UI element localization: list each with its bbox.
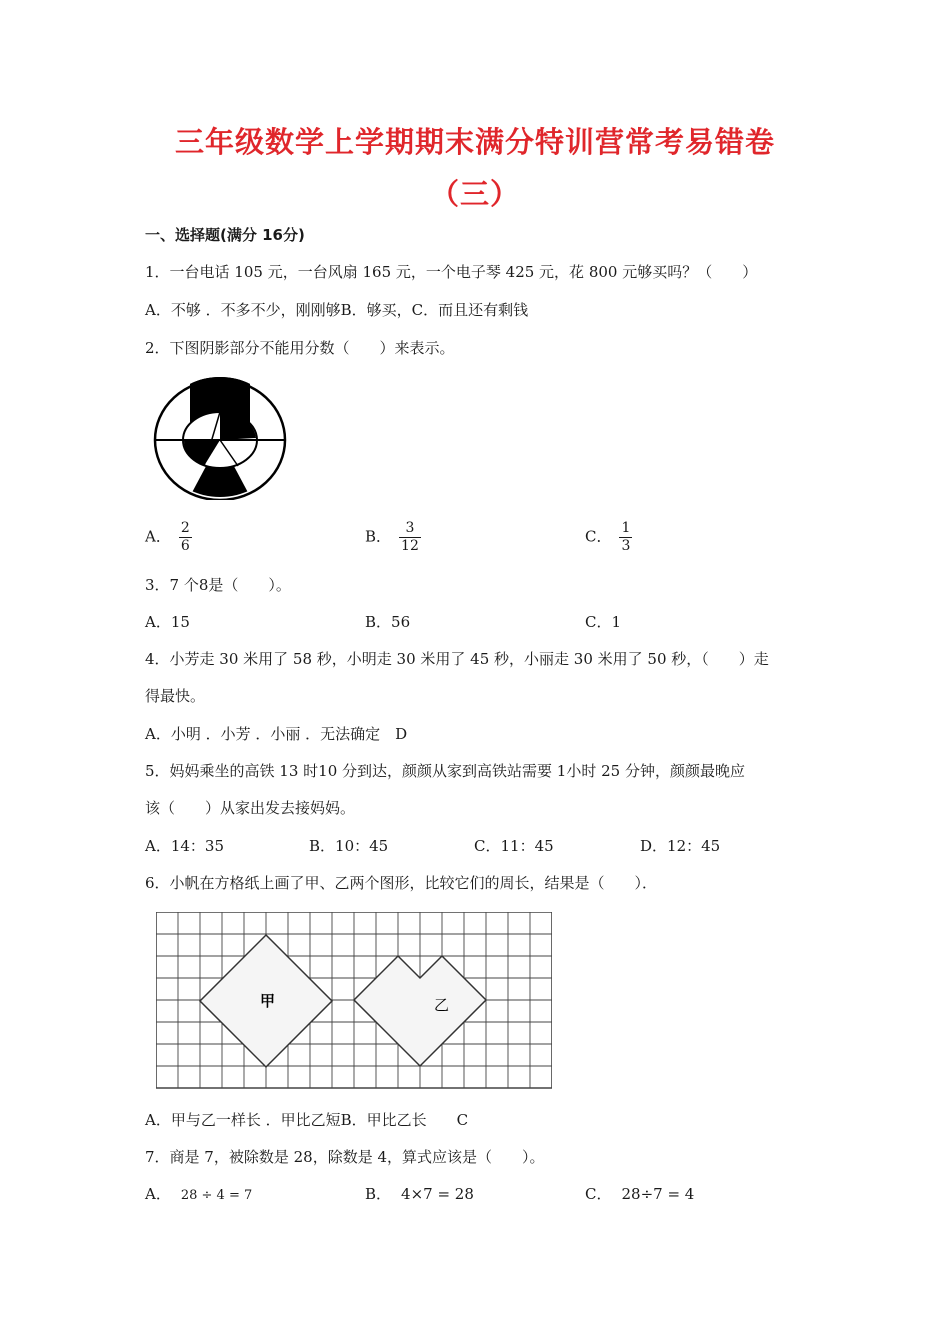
- exam-title: 三年级数学上学期期末满分特训营常考易错卷: [174, 125, 775, 159]
- equation: 28 ÷ 4 = 7: [180, 1188, 253, 1203]
- equation: 4×7 = 28: [401, 1185, 474, 1203]
- numerator: 2: [180, 520, 190, 536]
- question-6-options: A．甲与乙一样长 ．甲比乙短B．甲比乙长 C: [145, 1111, 469, 1129]
- shaded-circle-figure: [150, 374, 290, 500]
- question-4-options: A．小明 ．小芳 ．小丽 ．无法确定 D: [145, 725, 408, 743]
- numerator: 3: [399, 520, 421, 538]
- option-label: A．: [145, 1185, 171, 1203]
- question-5-option-d: D．12：45: [640, 837, 721, 855]
- shape-jia-label: 甲: [260, 992, 276, 1010]
- option-label: C．: [585, 1185, 612, 1203]
- denominator: 6: [180, 538, 190, 554]
- question-1-options: A．不够 ．不多不少，刚刚够B．够买，C．而且还有剩钱: [145, 301, 529, 319]
- denominator: 12: [401, 538, 419, 554]
- question-2-option-c: [585, 520, 632, 555]
- question-7-option-b: [365, 1183, 474, 1204]
- option-label: B．: [365, 527, 392, 546]
- question-5-stem-line1: 5．妈妈乘坐的高铁 13 时10 分到达，颜颜从家到高铁站需要 1小时 25 分钟，颜颜最晚应: [145, 762, 745, 780]
- question-7-option-a: [145, 1183, 252, 1204]
- question-5-option-b: B．10：45: [309, 837, 389, 855]
- question-3-stem: 3．7 个8是（ ）。: [145, 576, 291, 594]
- denominator: 3: [621, 538, 631, 554]
- numerator: 1: [621, 520, 631, 536]
- question-5-stem-line2: 该（ ）从家出发去接妈妈。: [145, 799, 356, 817]
- option-label: C．: [585, 527, 612, 546]
- question-7-stem: 7．商是 7，被除数是 28，除数是 4，算式应该是（ ）。: [145, 1148, 545, 1166]
- question-2-stem: 2．下图阴影部分不能用分数（ ）来表示。: [145, 339, 455, 357]
- shape-yi-label: 乙: [434, 996, 450, 1014]
- fraction: [619, 520, 632, 555]
- question-7-option-c: [585, 1183, 694, 1204]
- section-heading: 一、选择题(满分 16分): [145, 226, 305, 244]
- option-label: B．: [365, 1185, 392, 1203]
- equation: 28÷7 = 4: [621, 1185, 695, 1203]
- question-6-stem: 6．小帆在方格纸上画了甲、乙两个图形，比较它们的周长，结果是（ ）．: [145, 874, 658, 892]
- option-label: A．: [145, 527, 171, 546]
- grid-shapes-figure: [156, 912, 552, 1090]
- question-1-stem: 1．一台电话 105 元，一台风扇 165 元，一个电子琴 425 元，花 800 元够买吗？（ ）: [145, 263, 758, 281]
- question-5-option-a: A．14：35: [145, 837, 225, 855]
- exam-subtitle: （三）: [429, 177, 520, 211]
- question-2-option-b: [365, 520, 421, 555]
- question-2-option-a: [145, 520, 192, 555]
- question-3-option-c: C．1: [585, 613, 622, 631]
- fraction: [179, 520, 192, 555]
- fraction: [399, 520, 421, 555]
- question-3-option-b: B．56: [365, 613, 411, 631]
- question-4-stem-line2: 得最快。: [145, 687, 206, 705]
- question-3-option-a: A．15: [145, 613, 190, 631]
- question-5-option-c: C．11：45: [474, 837, 554, 855]
- question-4-stem-line1: 4．小芳走 30 米用了 58 秒，小明走 30 米用了 45 秒，小丽走 30 米用了 50 秒，（ ）走: [145, 650, 769, 668]
